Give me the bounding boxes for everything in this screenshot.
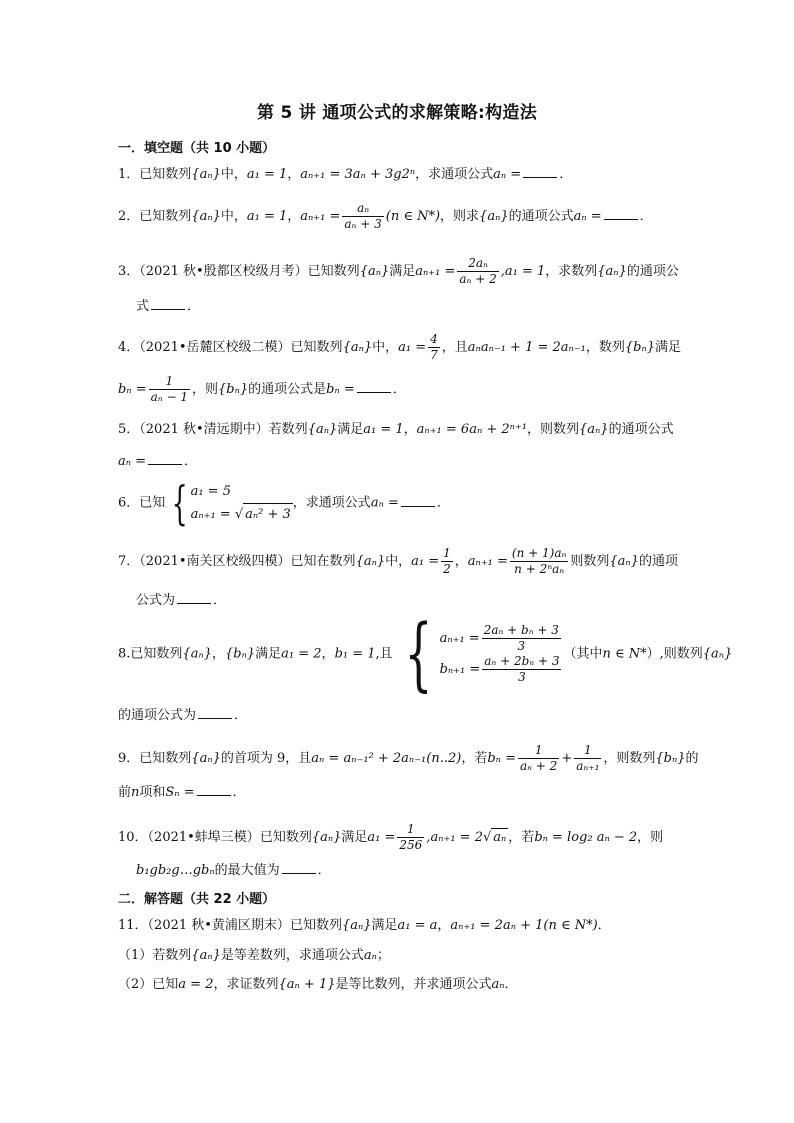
q2-frac-num: aₙ [342, 201, 383, 217]
q11-text2: 满足 [371, 918, 398, 933]
q8-text6: （其中 [563, 646, 603, 662]
q11-p1-var: aₙ [363, 948, 377, 963]
q5-number: 5． [118, 422, 140, 437]
q2-seq: {aₙ} [191, 209, 221, 224]
q7-text6: 公式为 [136, 593, 176, 608]
q7-frac-num: 1 [443, 546, 451, 560]
q7-fraction [441, 546, 453, 577]
q5-cond: a₁ = 1 [363, 422, 404, 437]
q11-text: 已知数列 [289, 918, 342, 933]
q1-text4: ，求通项公式 [415, 167, 494, 182]
q3-text: 已知数列 [307, 264, 360, 279]
q9-end: ． [232, 785, 246, 800]
q10-frac-num: 1 [397, 822, 424, 838]
q4-seqb2: {bₙ} [217, 382, 249, 397]
q9-text: 已知数列 [139, 751, 192, 766]
q2-text5: 的通项公式 [508, 209, 574, 224]
q5-seq2: {aₙ} [579, 422, 609, 437]
q10-answer-blank[interactable] [282, 861, 316, 874]
q5-text4: ，则数列 [526, 422, 579, 437]
q8-row1-frac [482, 623, 561, 654]
q9-answer-label: Sₙ = [165, 785, 195, 800]
q2-number: 2． [118, 209, 140, 224]
question-9 [118, 743, 699, 774]
q9-frac1-den: aₙ + 2 [519, 759, 558, 773]
question-11-part-1 [118, 947, 390, 965]
q5-text5: 的通项公式 [608, 422, 674, 437]
q7-a1: a₁ = [411, 554, 440, 569]
q6-text2: ，求通项公式 [292, 495, 371, 511]
q4-source: （2021•岳麓区校级二模） [139, 340, 291, 355]
q7-rec-fraction [510, 546, 568, 577]
q4-frac-num: 4 [430, 332, 438, 346]
q11-recurrence: aₙ₊₁ = 2aₙ + 1(n ∈ N*) [450, 918, 598, 933]
q8-row2-den: 3 [518, 670, 526, 684]
question-10: 10．（2021•蚌埠三模）已知数列{aₙ}满足a₁ = $\frac{1}{256}$ ,aₙ₊₁ = 2√ aₙ ，若bₙ = log₂ aₙ − 2，则 [118, 822, 664, 852]
q4-answer-blank[interactable] [357, 380, 391, 393]
q6-row2-lhs: aₙ₊₁ = [190, 506, 231, 522]
q3-text4: 的通项公 [626, 264, 679, 279]
q6-text: 已知 [139, 495, 166, 511]
question-4 [118, 332, 681, 363]
question-4-cont [118, 374, 406, 405]
q2-seq2: {aₙ} [479, 209, 509, 224]
q7-text4: 则数列 [570, 554, 610, 569]
q8-text7: ）,则数列 [646, 646, 703, 662]
q3-seq2: {aₙ} [597, 264, 627, 279]
q11-p1-text: 若数列 [152, 948, 192, 963]
q8-row2-frac [482, 654, 561, 685]
q7-seq2: {aₙ} [609, 554, 639, 569]
q4-b-lhs: bₙ = [118, 382, 147, 397]
q6-brace: { [171, 476, 188, 530]
q2-answer-blank[interactable] [604, 207, 638, 220]
q9-text6: 前 [118, 785, 132, 800]
q2-text: 已知数列 [139, 209, 192, 224]
q4-recurrence: aₙaₙ₋₁ + 1 = 2aₙ₋₁ [467, 340, 586, 355]
q3-text2: 满足 [389, 264, 416, 279]
q7-rec-den: n + 2ⁿaₙ [514, 562, 565, 576]
q3-answer-blank[interactable] [151, 297, 185, 310]
q9-text2: 的首项为 9，且 [220, 751, 312, 766]
q2-domain: (n ∈ N*) [385, 209, 441, 224]
q8-cond2: b₁ = 1 [334, 646, 376, 662]
q7-lhs: aₙ₊₁ = [467, 554, 508, 569]
q4-b-fraction [149, 374, 190, 405]
q1-recurrence: aₙ₊₁ = 3aₙ + 3g2ⁿ [300, 167, 416, 182]
q9-text5: 的 [685, 751, 699, 766]
q9-text3: ，若 [461, 751, 488, 766]
q10-seq: {aₙ} [311, 830, 342, 845]
q10-a1: a₁ = [367, 830, 396, 845]
q4-text: 已知数列 [290, 340, 343, 355]
question-7-cont [136, 591, 226, 610]
q4-b-num: 1 [149, 374, 190, 390]
q4-a1: a₁ = [398, 340, 427, 355]
q11-p2-cond: a = 2 [178, 977, 214, 992]
q2-text3: ， [287, 209, 301, 224]
q8-domain: n ∈ N* [602, 646, 647, 662]
q7-text: 已知在数列 [290, 554, 356, 569]
q8-text2: ， [211, 646, 225, 662]
q9-number: 9． [118, 751, 140, 766]
q4-number: 4． [118, 340, 140, 355]
q3-cond: ,a₁ = 1 [500, 264, 546, 279]
q9-plus: + [561, 751, 573, 766]
q2-frac-den: aₙ + 3 [344, 217, 382, 231]
q8-brace: { [404, 607, 433, 700]
q8-text8: 的通项公式为 [118, 708, 197, 723]
q1-number: 1． [118, 167, 140, 182]
q8-seqb: {bₙ} [225, 646, 256, 662]
q5-text: 若数列 [268, 422, 308, 437]
q11-p1-text2: 是等差数列，求通项公式 [220, 948, 364, 963]
q4-text7: 的通项公式是 [248, 382, 327, 397]
q9-answer-blank[interactable] [197, 783, 231, 796]
q6-system [191, 481, 293, 526]
q10-text5: 的最大值为 [214, 863, 280, 878]
q2-answer-label: aₙ = [573, 209, 602, 224]
q7-answer-blank[interactable] [177, 591, 211, 604]
q9-n: n [131, 785, 140, 800]
q6-end: ． [436, 495, 450, 511]
q2-cond: a₁ = 1 [246, 209, 288, 224]
q5-text3: ， [403, 422, 417, 437]
q8-seqa: {aₙ} [182, 646, 212, 662]
question-5 [118, 421, 674, 439]
question-11-part-2 [118, 976, 518, 994]
q7-rec-num: (n + 1)aₙ [511, 546, 567, 560]
q8-row1-lhs: aₙ₊₁ = [439, 631, 480, 646]
q11-text3: ， [437, 918, 451, 933]
q3-number: 3． [118, 264, 140, 279]
q1-text: 已知数列 [139, 167, 192, 182]
page-title: 第 5 讲 通项公式的求解策略:构造法 [256, 103, 538, 123]
q7-number: 7． [118, 554, 140, 569]
q6-radicand: aₙ² + 3 [243, 503, 293, 526]
question-1 [118, 165, 572, 184]
q4-fraction [428, 332, 440, 363]
q10-text: 已知数列 [259, 830, 312, 845]
q10-text2: 满足 [341, 830, 368, 845]
q7-seq: {aₙ} [355, 554, 386, 569]
q8-number: 8. [118, 646, 131, 662]
q5-seq: {aₙ} [307, 422, 338, 437]
q11-p1-seq: {aₙ} [191, 948, 221, 963]
q3-lhs: aₙ₊₁ = [415, 264, 456, 279]
q4-text5: 满足 [655, 340, 682, 355]
q9-frac2-num: 1 [574, 743, 601, 759]
q11-p1-label: （1） [118, 948, 153, 963]
q11-p2-seq: {aₙ + 1} [278, 977, 336, 992]
q3-fraction [457, 256, 498, 287]
q8-cond1: a₁ = 2 [281, 646, 322, 662]
q11-number: 11． [118, 918, 148, 933]
q11-end: ． [597, 918, 611, 933]
q6-row1: a₁ = 5 [190, 483, 231, 499]
q5-source: （2021 秋•清远期中） [139, 422, 269, 437]
q5-text2: 满足 [337, 422, 364, 437]
q2-text2: 中， [220, 209, 247, 224]
q11-p1-end: ； [376, 948, 390, 963]
q8-text5: ,且 [375, 646, 393, 662]
q10-frac-den: 256 [399, 838, 423, 852]
q1-cond: a₁ = 1 [246, 167, 288, 182]
q1-answer-label: aₙ = [493, 167, 522, 182]
q2-text4: ，则求 [440, 209, 480, 224]
q7-source: （2021•南关区校级四模） [139, 554, 291, 569]
q3-frac-den: aₙ + 2 [459, 272, 497, 286]
q11-p2-label: （2） [118, 977, 153, 992]
question-9-cont [118, 783, 246, 802]
q8-row1 [440, 623, 564, 654]
question-5-cont [118, 452, 197, 471]
q8-answer-blank[interactable] [198, 706, 232, 719]
q4-b-den: aₙ − 1 [150, 390, 188, 404]
q8-row2-num: aₙ + 2bₙ + 3 [484, 654, 560, 668]
q9-frac2 [574, 743, 601, 774]
section-fill-in: 一．填空题（共 10 小题） [118, 141, 276, 156]
question-2 [118, 201, 653, 232]
q9-recurrence: aₙ = aₙ₋₁² + 2aₙ₋₁(n..2) [311, 751, 462, 766]
question-3 [118, 256, 679, 287]
q8-text3: 满足 [255, 646, 282, 662]
q11-p2-text3: 是等比数列，并求通项公式 [335, 977, 492, 992]
q10-radicand: aₙ [493, 830, 507, 845]
q4-end: ． [392, 382, 406, 397]
q11-seq: {aₙ} [341, 918, 372, 933]
q5-recurrence: aₙ₊₁ = 6aₙ + 2ⁿ⁺¹ [416, 422, 527, 437]
q8-seq2: {aₙ} [702, 646, 733, 662]
q3-source: （2021 秋•殷都区校级月考） [139, 264, 308, 279]
q10-number: 10． [118, 830, 148, 845]
q1-answer-blank[interactable] [523, 165, 557, 178]
q3-text5: 式 [136, 299, 150, 314]
q3-text3: ，求数列 [545, 264, 598, 279]
q2-end: ． [639, 209, 653, 224]
question-10-cont [136, 861, 331, 880]
section-solve: 二．解答题（共 22 小题） [118, 892, 276, 907]
q5-answer-label: aₙ = [118, 454, 147, 469]
q11-source: （2021 秋•黄浦区期末） [147, 918, 290, 933]
q6-number: 6． [118, 495, 140, 511]
q8-row1-den: 3 [517, 639, 526, 653]
q7-text2: 中， [385, 554, 412, 569]
q9-text7: 项和 [139, 785, 166, 800]
q10-fraction [397, 822, 424, 853]
q7-text5: 的通项 [638, 554, 678, 569]
q9-b-lhs: bₙ = [487, 751, 516, 766]
question-6 [118, 476, 450, 530]
q10-recurrence: ,aₙ₊₁ = 2 [426, 830, 483, 845]
q6-answer-blank[interactable] [401, 494, 435, 507]
q4-text2: 中， [372, 340, 399, 355]
q4-text4: ，数列 [585, 340, 625, 355]
q4-frac-den: 7 [430, 348, 438, 362]
q6-row2: aₙ₊₁ = √ aₙ² + 3 [191, 503, 293, 526]
q10-source: （2021•蚌埠三模） [147, 830, 260, 845]
q8-row2 [440, 654, 564, 685]
q1-text2: 中， [220, 167, 247, 182]
q6-answer-label: aₙ = [370, 495, 399, 511]
q5-end: ． [184, 454, 198, 469]
q8-row2-lhs: bₙ₊₁ = [439, 662, 481, 677]
q11-p2-end: ． [504, 977, 518, 992]
q4-text3: ，且 [441, 340, 468, 355]
question-11 [118, 917, 611, 935]
q11-p2-var: aₙ [491, 977, 505, 992]
q3-frac-num: 2aₙ [457, 256, 498, 272]
q8-row1-num: 2aₙ + bₙ + 3 [483, 623, 559, 637]
q3-seq: {aₙ} [359, 264, 390, 279]
q2-lhs: aₙ₊₁ = [300, 209, 341, 224]
q7-end: ． [213, 593, 227, 608]
q5-answer-blank[interactable] [148, 452, 182, 465]
q4-text6: ，则 [191, 382, 218, 397]
q8-text: 已知数列 [130, 646, 183, 662]
q1-text3: ， [287, 167, 301, 182]
q7-text3: ， [454, 554, 468, 569]
q8-text4: ， [321, 646, 335, 662]
q10-text3: ，若 [508, 830, 535, 845]
q11-p2-text: 已知 [152, 977, 179, 992]
q9-text4: ，则数列 [603, 751, 656, 766]
q8-end: ． [234, 708, 248, 723]
question-3-cont [136, 297, 200, 316]
q9-frac1-num: 1 [518, 743, 559, 759]
q11-p2-text2: ，求证数列 [213, 977, 279, 992]
q1-seq: {aₙ} [191, 167, 221, 182]
q10-b-def: bₙ = log₂ aₙ − 2 [534, 830, 638, 845]
q10-end: ． [317, 863, 331, 878]
q3-end: ． [187, 299, 201, 314]
q4-seqb: {bₙ} [624, 340, 656, 355]
q7-frac-den: 2 [443, 562, 451, 576]
q2-fraction [342, 201, 383, 232]
q9-frac2-den: aₙ₊₁ [576, 759, 600, 773]
q11-cond: a₁ = a [397, 918, 438, 933]
q4-seq: {aₙ} [342, 340, 373, 355]
q10-product: b₁gb₂g…gbₙ [136, 863, 215, 878]
q4-answer-label: bₙ = [326, 382, 355, 397]
q9-frac1 [518, 743, 559, 774]
q9-seqb: {bₙ} [655, 751, 686, 766]
q10-text4: ，则 [637, 830, 664, 845]
q9-seq: {aₙ} [191, 751, 221, 766]
question-8-cont [118, 706, 247, 725]
question-8 [118, 607, 733, 700]
q1-end: ． [559, 167, 573, 182]
question-7 [118, 546, 678, 577]
q8-system [440, 623, 564, 685]
